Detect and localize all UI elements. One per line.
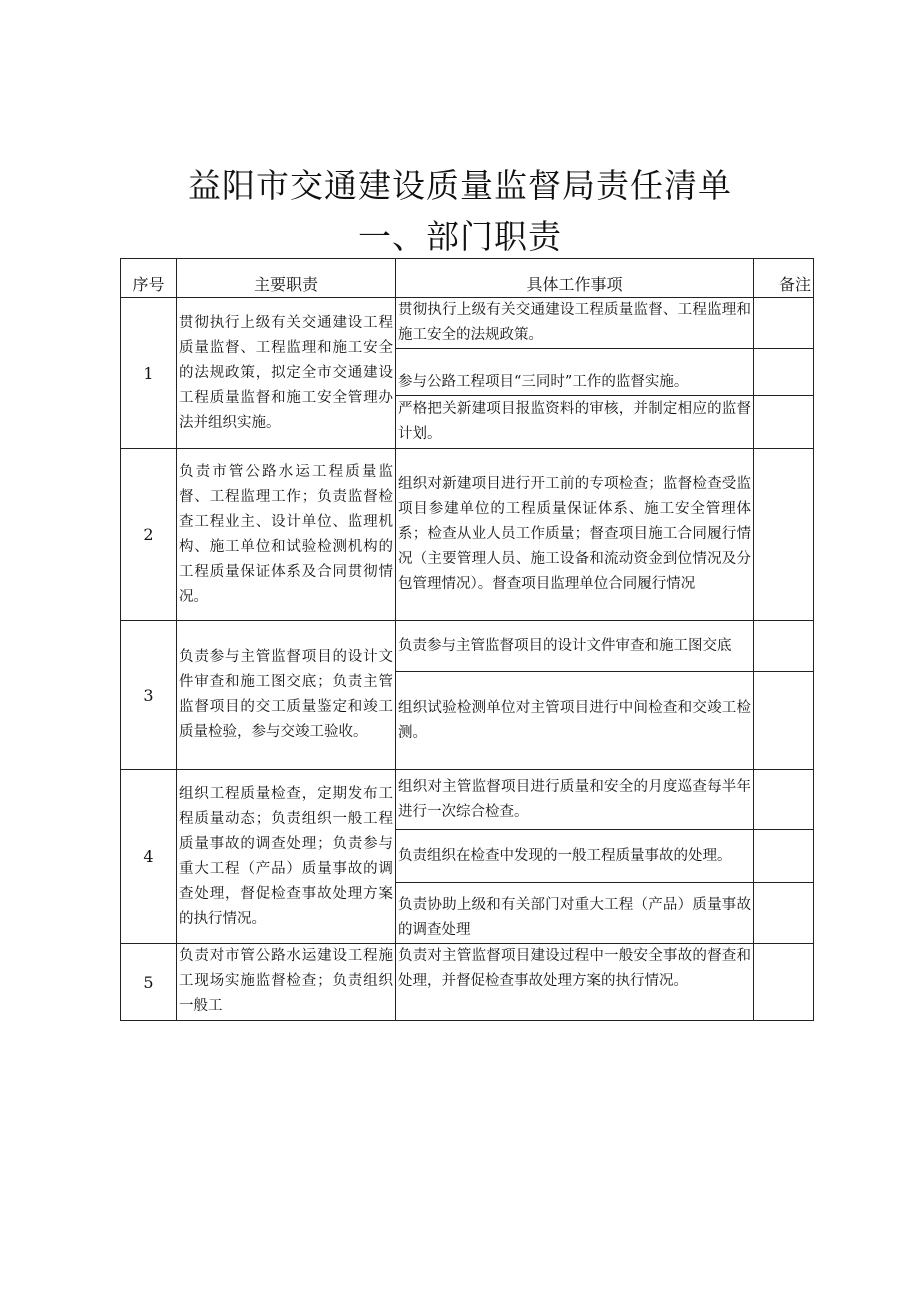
work-item-cell: 严格把关新建项目报监资料的审核，并制定相应的监督计划。 [396, 396, 754, 449]
note-cell [754, 449, 814, 621]
work-item-cell: 负责参与主管监督项目的设计文件审查和施工图交底 [396, 621, 754, 672]
row-number: 3 [121, 621, 177, 770]
row-number: 2 [121, 449, 177, 621]
note-cell [754, 883, 814, 944]
note-cell [754, 349, 814, 396]
work-item-cell: 参与公路工程项目“三同时”工作的监督实施。 [396, 349, 754, 396]
work-item-cell: 组织对新建项目进行开工前的专项检查；监督检查受监项目参建单位的工程质量保证体系、施工安全管理体系；检查从业人员工作质量；督查项目施工合同履行情况（主要管理人员、施工设备和流动资金到位情况及分包管理情况）。督查项目监理单位合同履行情况 [396, 449, 754, 621]
header-main-duty: 主要职责 [177, 259, 396, 298]
work-item-cell: 负责组织在检查中发现的一般工程质量事故的处理。 [396, 830, 754, 883]
header-note: 备注 [754, 259, 814, 298]
note-cell [754, 621, 814, 672]
work-item-cell: 负责协助上级和有关部门对重大工程（产品）质量事故的调查处理 [396, 883, 754, 944]
work-item-cell: 组织对主管监督项目进行质量和安全的月度巡查每半年进行一次综合检查。 [396, 770, 754, 830]
duty-table [120, 258, 814, 1021]
row-number: 4 [121, 770, 177, 944]
main-duty-cell: 负责对市管公路水运建设工程施工现场实施监督检查；负责组织一般工 [177, 944, 396, 1021]
main-duty-cell: 组织工程质量检查，定期发布工程质量动态；负责组织一般工程质量事故的调查处理；负责参与重大工程（产品）质量事故的调查处理，督促检查事故处理方案的执行情况。 [177, 770, 396, 944]
main-duty-cell: 贯彻执行上级有关交通建设工程质量监督、工程监理和施工安全的法规政策，拟定全市交通建设工程质量监督和施工安全管理办法并组织实施。 [177, 298, 396, 449]
table-header-row [121, 259, 814, 298]
work-item-cell: 贯彻执行上级有关交通建设工程质量监督、工程监理和施工安全的法规政策。 [396, 298, 754, 349]
main-duty-cell: 负责市管公路水运工程质量监督、工程监理工作；负责监督检查工程业主、设计单位、监理机构、施工单位和试验检测机构的工程质量保证体系及合同贯彻情况。 [177, 449, 396, 621]
note-cell [754, 830, 814, 883]
note-cell [754, 298, 814, 349]
document-title: 益阳市交通建设质量监督局责任清单 [188, 166, 732, 205]
row-number: 1 [121, 298, 177, 449]
table-row [121, 298, 814, 349]
main-duty-cell: 负责参与主管监督项目的设计文件审查和施工图交底；负责主管监督项目的交工质量鉴定和竣工质量检验，参与交竣工验收。 [177, 621, 396, 770]
work-item-cell: 组织试验检测单位对主管项目进行中间检查和交竣工检测。 [396, 672, 754, 770]
note-cell [754, 672, 814, 770]
header-no: 序号 [121, 259, 177, 298]
header-work-items: 具体工作事项 [396, 259, 754, 298]
note-cell [754, 770, 814, 830]
table-row [121, 944, 814, 1021]
section-title: 一、部门职责 [358, 217, 562, 256]
note-cell [754, 944, 814, 1021]
table-row [121, 770, 814, 830]
row-number: 5 [121, 944, 177, 1021]
note-cell [754, 396, 814, 449]
work-item-cell: 负责对主管监督项目建设过程中一般安全事故的督查和处理，并督促检查事故处理方案的执行情况。 [396, 944, 754, 1021]
table-row [121, 449, 814, 621]
table-row [121, 621, 814, 672]
